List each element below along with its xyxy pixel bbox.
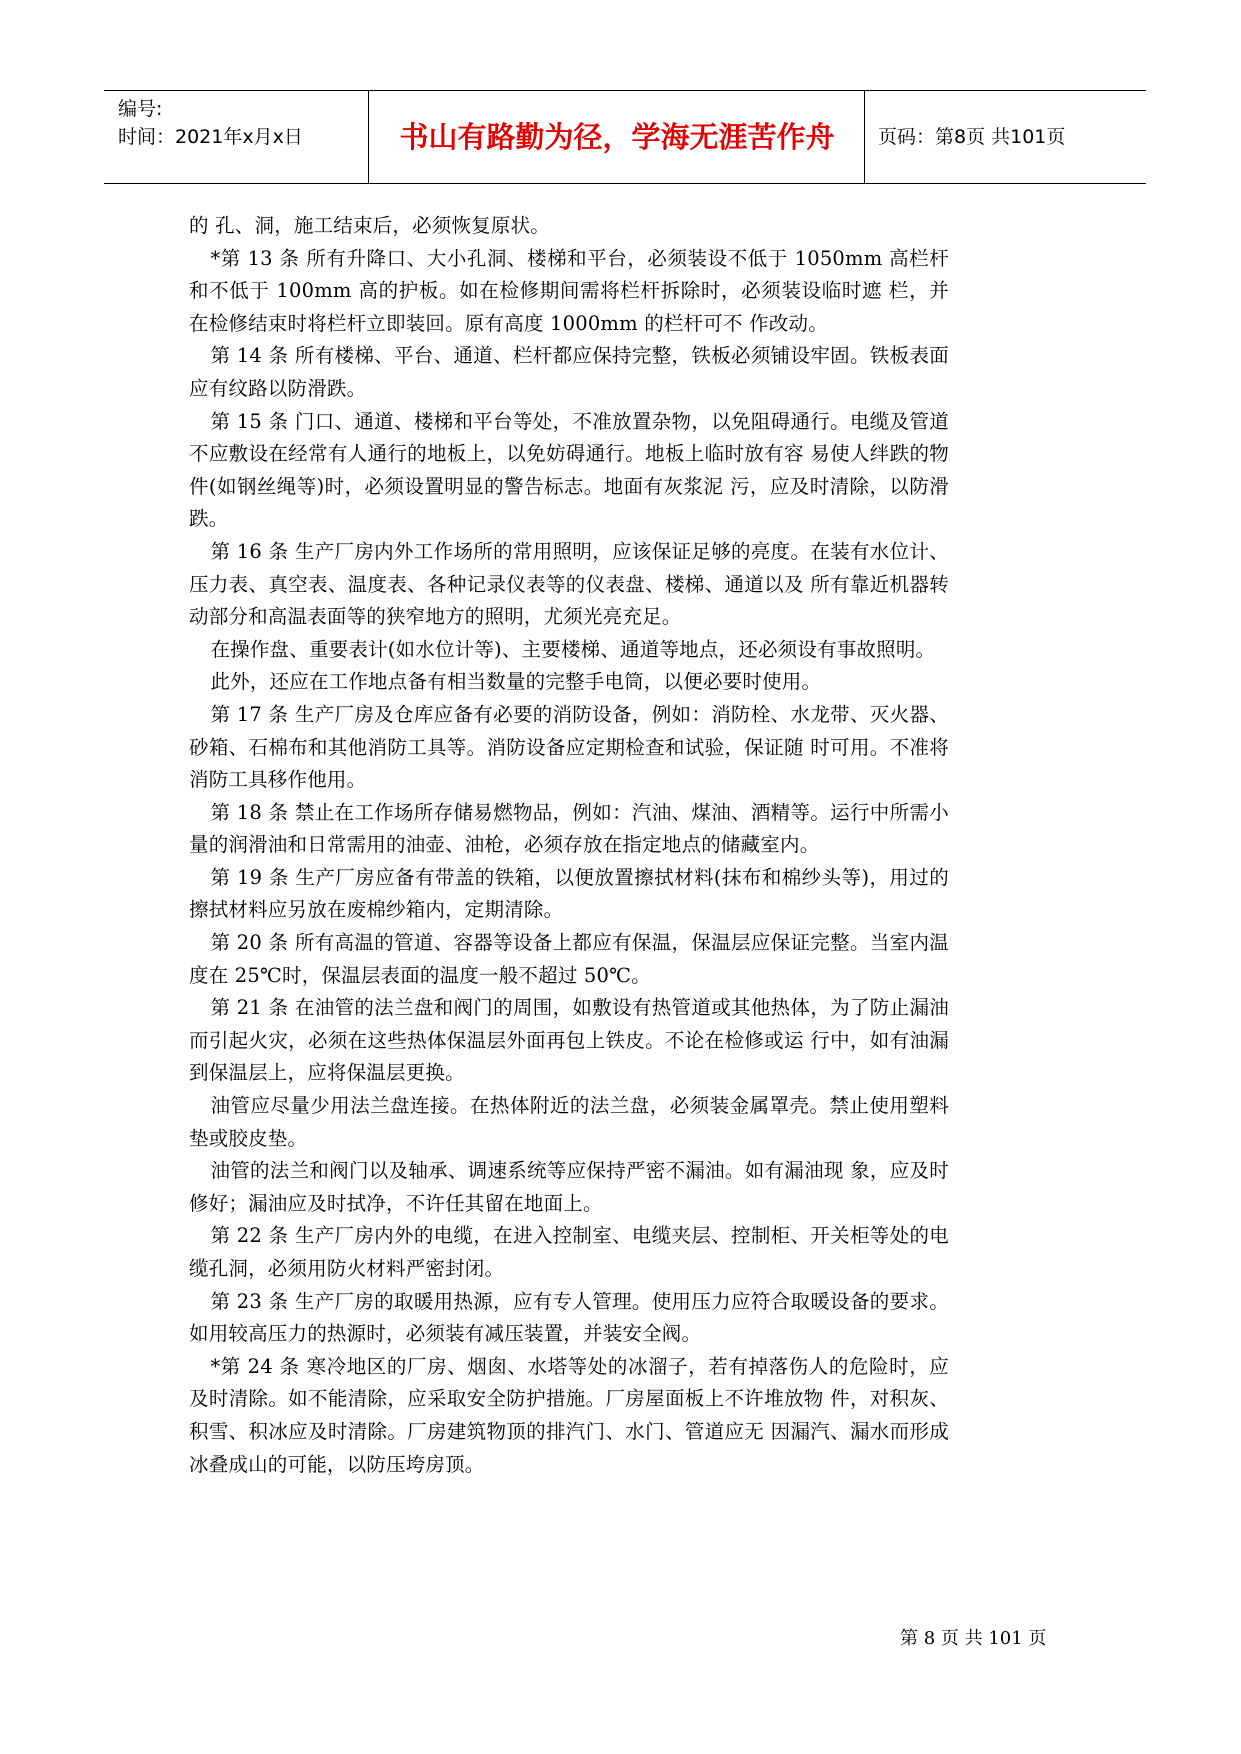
paragraph: 第 14 条 所有楼梯、平台、通道、栏杆都应保持完整，铁板必须铺设牢固。铁板表面应有纹路以防滑跌。 (189, 344, 949, 400)
paragraph: 第 15 条 门口、通道、楼梯和平台等处，不准放置杂物，以免阻碍通行。电缆及管道不应敷设在经常有人通行的地板上，以免妨碍通行。地板上临时放有容 易使人绊跌的物件(如钢丝绳等)时，必须设置明显的警告标志。地面有灰浆泥 污，应及时清除，以防滑跌。 (189, 409, 949, 531)
paragraph: 的 孔、洞，施工结束后，必须恢复原状。 (189, 214, 550, 237)
paragraph: 油管应尽量少用法兰盘连接。在热体附近的法兰盘，必须装金属罩壳。禁止使用塑料垫或胶皮垫。 (189, 1094, 949, 1150)
paragraph: 第 23 条 生产厂房的取暖用热源，应有专人管理。使用压力应符合取暖设备的要求。如用较高压力的热源时，必须装有减压装置，并装安全阀。 (189, 1289, 949, 1346)
paragraph: *第 24 条 寒冷地区的厂房、烟囱、水塔等处的冰溜子，若有掉落伤人的危险时，应及时清除。如不能清除，应采取安全防护措施。厂房屋面板上不许堆放物 件，对积灰、积雪、积冰应及时清除。厂房建筑物顶的排汽门、水门、管道应无 因漏汽、漏水而形成冰叠成山的可能，以防压垮房顶。 (189, 1354, 949, 1476)
paragraph: 第 19 条 生产厂房应备有带盖的铁箱，以便放置擦拭材料(抹布和棉纱头等)，用过的擦拭材料应另放在废棉纱箱内，定期清除。 (189, 865, 949, 922)
document-time-label: 时间：2021年x月x日 (118, 126, 303, 148)
page-header (104, 90, 1146, 184)
header-motto: 书山有路勤为径，学海无涯苦作舟 (399, 120, 835, 154)
paragraph: 在操作盘、重要表计(如水位计等)、主要楼梯、通道等地点，还必须设有事故照明。 (210, 637, 936, 661)
paragraph: 第 17 条 生产厂房及仓库应备有必要的消防设备，例如：消防栓、水龙带、灭火器、砂箱、石棉布和其他消防工具等。消防设备应定期检查和试验，保证随 时可用。不准将消防工具移作他用。 (189, 702, 949, 792)
header-page-info: 页码：第8页 共101页 (878, 126, 1066, 148)
paragraph: 油管的法兰和阀门以及轴承、调速系统等应保持严密不漏油。如有漏油现 象，应及时修好；漏油应及时拭净，不许任其留在地面上。 (189, 1159, 949, 1215)
header-divider (864, 91, 865, 183)
paragraph: 第 16 条 生产厂房内外工作场所的常用照明，应该保证足够的亮度。在装有水位计、压力表、真空表、温度表、各种记录仪表等的仪表盘、楼梯、通道以及 所有靠近机器转动部分和高温表面等的狭窄地方的照明，尤须光亮充足。 (189, 539, 949, 629)
paragraph: 此外，还应在工作地点备有相当数量的完整手电筒，以便必要时使用。 (210, 670, 822, 694)
page-footer: 第 8 页 共 101 页 (900, 1628, 1047, 1649)
paragraph: 第 20 条 所有高温的管道、容器等设备上都应有保温，保温层应保证完整。当室内温度在 25℃时，保温层表面的温度一般不超过 50℃。 (189, 931, 949, 987)
paragraph: 第 22 条 生产厂房内外的电缆，在进入控制室、电缆夹层、控制柜、开关柜等处的电缆孔洞，必须用防火材料严密封闭。 (189, 1224, 949, 1280)
document-number-label: 编号: (118, 98, 163, 120)
header-divider (368, 91, 369, 183)
header-meta (118, 95, 368, 151)
paragraph: 第 21 条 在油管的法兰盘和阀门的周围，如敷设有热管道或其他热体，为了防止漏油而引起火灾，必须在这些热体保温层外面再包上铁皮。不论在检修或运 行中，如有油漏到保温层上，应将保温层更换。 (189, 996, 949, 1085)
paragraph: *第 13 条 所有升降口、大小孔洞、楼梯和平台，必须装设不低于 1050mm 高栏杆和不低于 100mm 高的护板。如在检修期间需将栏杆拆除时，必须装设临时遮 栏，并在检修结束时将栏杆立即装回。原有高度 1000mm 的栏杆可不 作改动。 (189, 246, 949, 335)
document-body (189, 210, 949, 1481)
paragraph: 第 18 条 禁止在工作场所存储易燃物品，例如：汽油、煤油、酒精等。运行中所需小量的润滑油和日常需用的油壶、油枪，必须存放在指定地点的储藏室内。 (189, 800, 949, 857)
